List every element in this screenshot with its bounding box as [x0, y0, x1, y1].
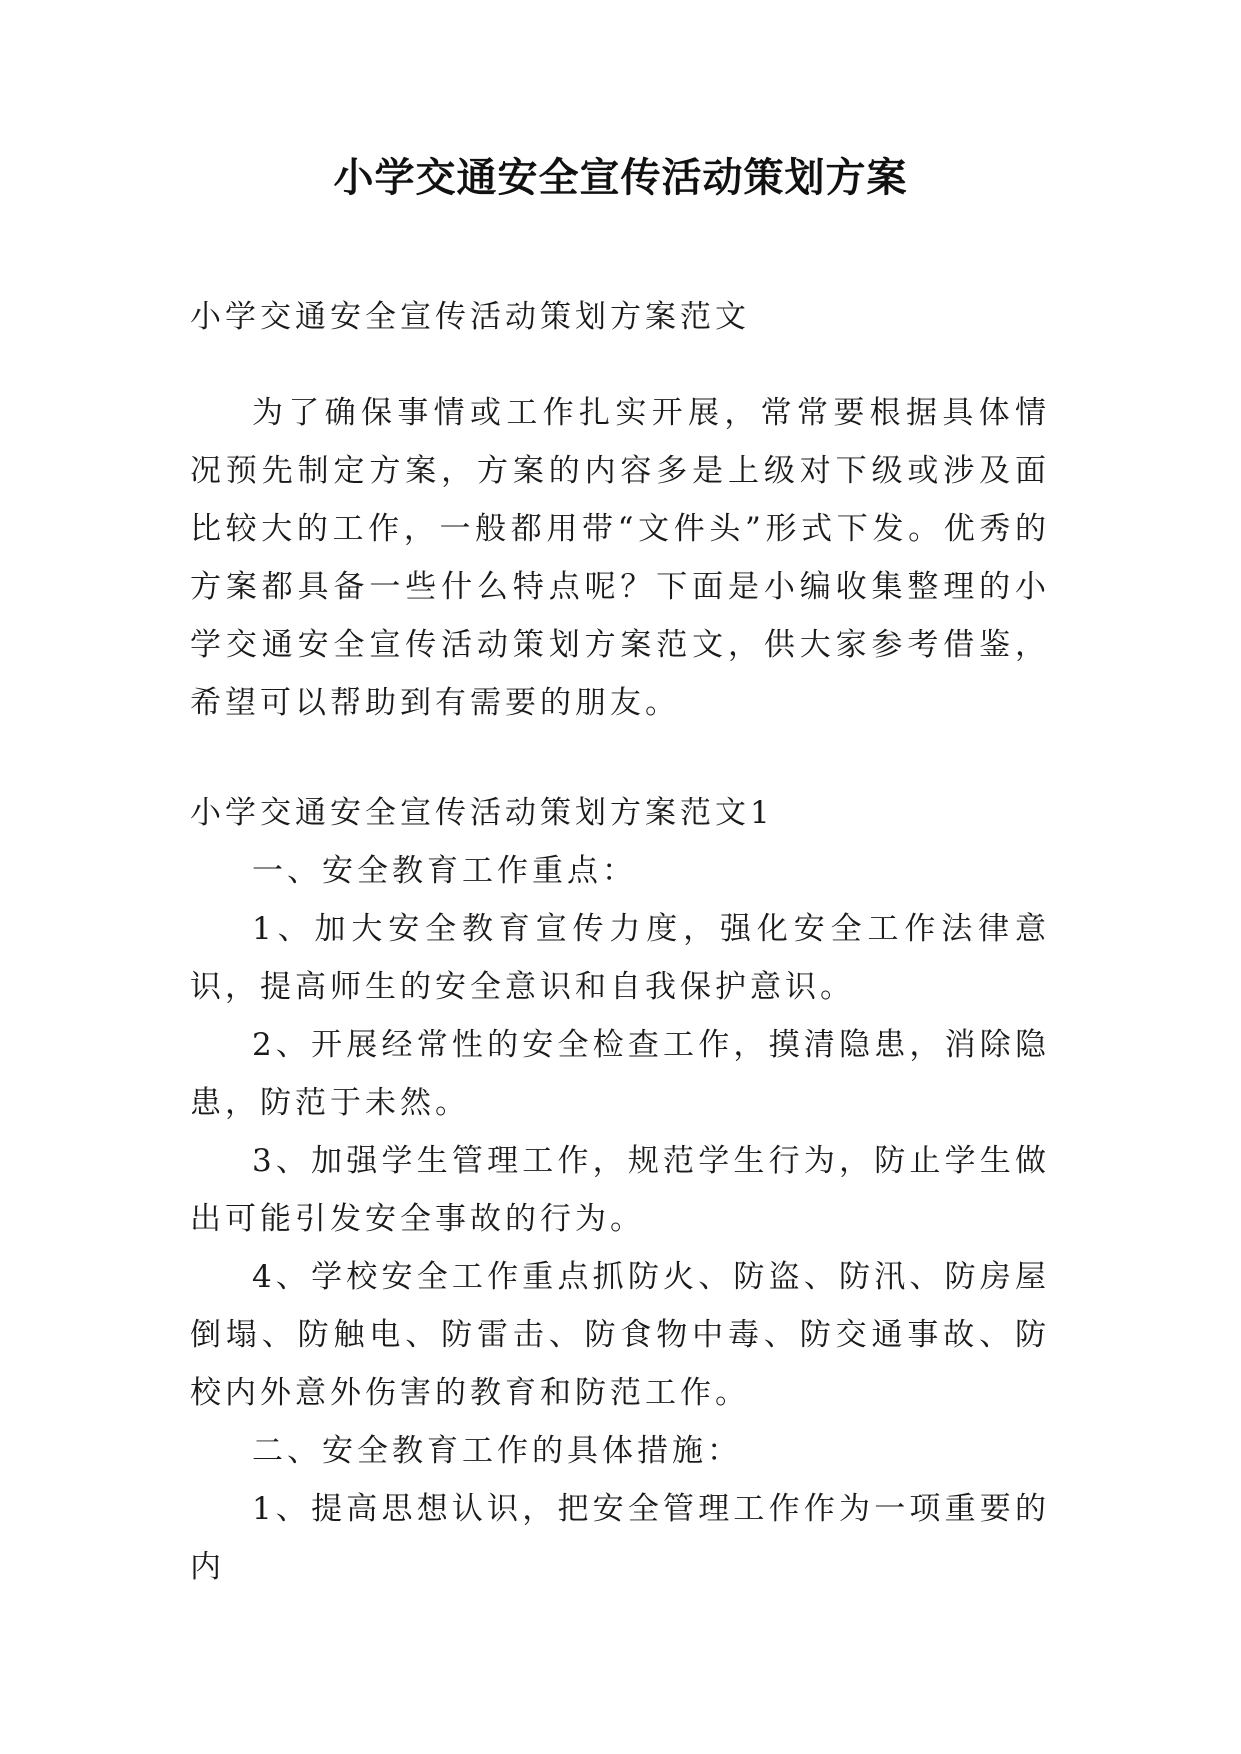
- paragraph: 1、加大安全教育宣传力度，强化安全工作法律意识，提高师生的安全意识和自我保护意识。: [190, 911, 1050, 1005]
- document-body: [190, 288, 1050, 1596]
- spacer: [190, 346, 1050, 384]
- paragraph: 3、加强学生管理工作，规范学生行为，防止学生做出可能引发安全事故的行为。: [190, 1143, 1050, 1237]
- section-title: 小学交通安全宣传活动策划方案范文1: [190, 795, 774, 831]
- paragraph: 1、提高思想认识，把安全管理工作作为一项重要的内: [190, 1491, 1050, 1585]
- paragraph: 4、学校安全工作重点抓防火、防盗、防汛、防房屋倒塌、防触电、防雷击、防食物中毒、防交通事故、防校内外意外伤害的教育和防范工作。: [190, 1259, 1050, 1411]
- paragraph: 二、安全教育工作的具体措施：: [252, 1433, 742, 1469]
- spacer: [190, 732, 1050, 784]
- paragraph: 2、开展经常性的安全检查工作，摸清隐患，消除隐患，防范于未然。: [190, 1027, 1050, 1121]
- paragraph: 一、安全教育工作重点：: [252, 853, 637, 889]
- document-title: 小学交通安全宣传活动策划方案: [333, 155, 908, 201]
- document-subtitle: 小学交通安全宣传活动策划方案范文: [190, 299, 750, 335]
- intro-paragraph: 为了确保事情或工作扎实开展，常常要根据具体情况预先制定方案，方案的内容多是上级对下级或涉及面比较大的工作，一般都用带“文件头”形式下发。优秀的方案都具备一些什么特点呢？下面是小编收集整理的小学交通安全宣传活动策划方案范文，供大家参考借鉴，希望可以帮助到有需要的朋友。: [190, 395, 1050, 721]
